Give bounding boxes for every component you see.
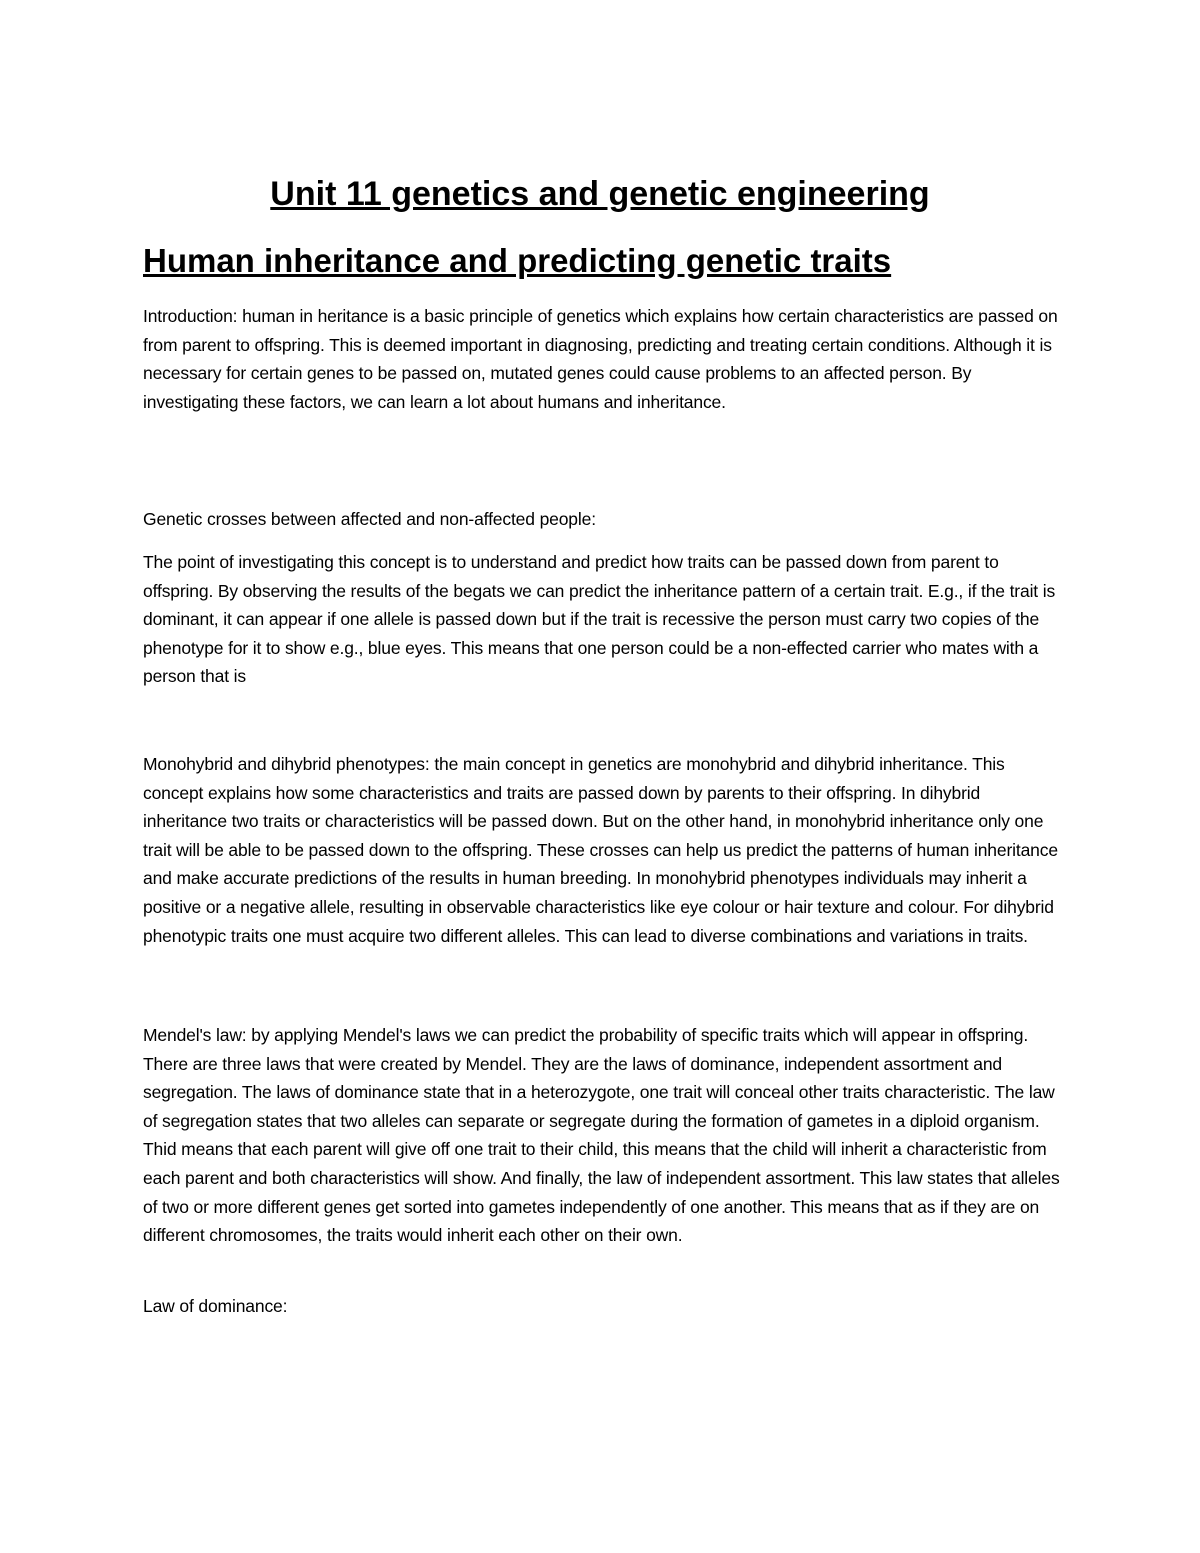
paragraph-monohybrid-dihybrid: Monohybrid and dihybrid phenotypes: the main concept in genetics are monohybrid and dihybrid inheritance. This concept explains how some characteristics and traits are passed down by parents to their offspring. In dihybrid inheritance two traits or characteristics will be passed down. But on the other hand, in monohybrid inheritance only one trait will be able to be passed down to the offspring. These crosses can help us predict the patterns of human inheritance and make accurate predictions of the results in human breeding. In monohybrid phenotypes individuals may inherit a positive or a negative allele, resulting in observable characteristics like eye colour or hair texture and colour. For dihybrid phenotypic traits one must acquire two different alleles. This can lead to diverse combinations and variations in traits. bbox=[143, 754, 1058, 946]
paragraph-genetic-crosses-heading: Genetic crosses between affected and non-affected people: bbox=[143, 509, 596, 529]
document-title: Unit 11 genetics and genetic engineering bbox=[270, 175, 930, 213]
document-subtitle: Human inheritance and predicting genetic traits bbox=[143, 242, 892, 279]
paragraph-genetic-crosses: The point of investigating this concept is to understand and predict how traits can be passed down from parent to offspring. By observing the results of the begats we can predict the inheritance pattern of a certain trait. E.g., if the trait is dominant, it can appear if one allele is passed down but if the trait is recessive the person must carry two copies of the phenotype for it to show e.g., blue eyes. This means that one person could be a non-effected carrier who mates with a person that is bbox=[143, 552, 1056, 687]
paragraph-introduction: Introduction: human in heritance is a basic principle of genetics which explains how certain characteristics are passed on from parent to offspring. This is deemed important in diagnosing, predicting and treating certain conditions. Although it is necessary for certain genes to be passed on, mutated genes could cause problems to an affected person. By investigating these factors, we can learn a lot about humans and inheritance. bbox=[143, 306, 1058, 412]
paragraph-law-of-dominance: Law of dominance: bbox=[143, 1296, 288, 1316]
paragraph-mendels-law: Mendel's law: by applying Mendel's laws we can predict the probability of specific traits which will appear in offspring. There are three laws that were created by Mendel. They are the laws of dominance, independent assortment and segregation. The laws of dominance state that in a heterozygote, one trait will conceal other traits characteristic. The law of segregation states that two alleles can separate or segregate during the formation of gametes in a diploid organism. Thid means that each parent will give off one trait to their child, this means that the child will inherit a characteristic from each parent and both characteristics will show. And finally, the law of independent assortment. This law states that alleles of two or more different genes get sorted into gametes independently of one another. This means that as if they are on different chromosomes, the traits would inherit each other on their own. bbox=[143, 1025, 1060, 1246]
